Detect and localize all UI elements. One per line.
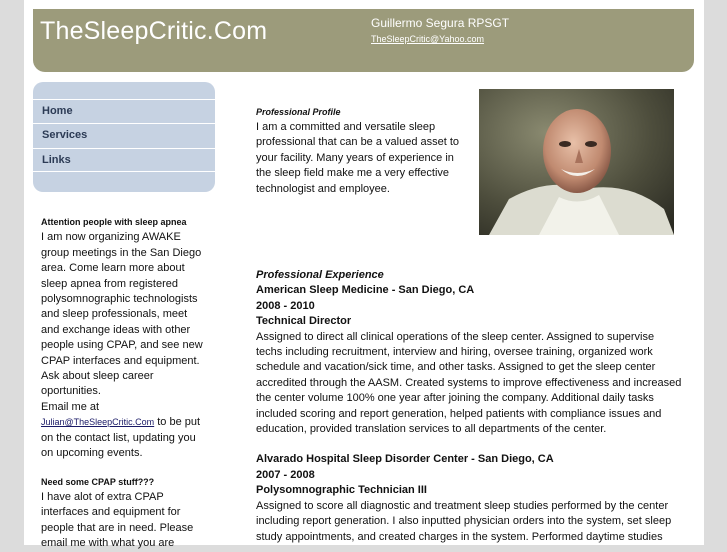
- contact-email-link[interactable]: Julian@TheSleepCritic.Com: [41, 417, 155, 428]
- cpap-heading: Need some CPAP stuff???: [41, 476, 155, 487]
- job-line: Assigned to direct all clinical operations of the sleep center. Assigned to supervise: [256, 330, 655, 343]
- email-suffix: to be put: [154, 416, 201, 429]
- apnea-line: and exchange ideas with other: [41, 323, 191, 336]
- job-line: including report generation. I also inputted physician orders into the system, set sleep: [256, 515, 672, 528]
- job-line: study appointments, and created charges in the system. Performed daytime studies: [256, 530, 663, 543]
- cpap-line: people that are in need. Please: [41, 521, 194, 534]
- job-line: accredited through the AASM. Created systems to improve effectiveness and increased: [256, 376, 682, 389]
- profile-line: I am a committed and versatile sleep: [256, 121, 436, 133]
- sidebar-content: [41, 215, 213, 552]
- nav-item-services[interactable]: Services: [33, 123, 215, 147]
- portrait-image: [479, 89, 674, 235]
- apnea-line: on the contact list, updating you: [41, 431, 196, 444]
- nav-item-links[interactable]: Links: [33, 148, 215, 172]
- apnea-line: on upcoming events.: [41, 447, 143, 460]
- cpap-line: I have alot of extra CPAP: [41, 490, 164, 503]
- apnea-line: sleep apnea from registered: [41, 277, 178, 290]
- side-navigation: [33, 82, 215, 192]
- job-years: 2007 - 2008: [256, 468, 315, 481]
- profile-line: your facility. Many years of experience in: [256, 151, 454, 164]
- profile-line: technologist and employee.: [256, 182, 390, 195]
- apnea-line: Email me at: [41, 400, 100, 413]
- job-line: Assigned to score all diagnostic and treatment sleep studies performed by the center: [256, 499, 669, 512]
- profile-text: [256, 120, 466, 197]
- nav-item-home[interactable]: Home: [33, 99, 215, 123]
- apnea-heading: Attention people with sleep apnea: [41, 217, 187, 227]
- profile-line: professional that can be a valued asset to: [256, 136, 460, 149]
- job-employer: Alvarado Hospital Sleep Disorder Center - San Diego, CA: [256, 453, 554, 466]
- cpap-line: email me with what you are: [41, 537, 175, 550]
- job-line: included scoring and report generation, helped patients with compliance issues and: [256, 407, 662, 420]
- apnea-line: area. Come learn more about: [41, 262, 185, 275]
- job-title: Technical Director: [256, 315, 352, 328]
- job-line: techs including recruitment, interview and hiring, oversee training, organized work: [256, 346, 653, 359]
- job-title: Polysomnographic Technician III: [256, 484, 427, 497]
- apnea-line: Ask about sleep career: [41, 370, 154, 383]
- email-line: [41, 415, 213, 430]
- job-years: 2008 - 2010: [256, 299, 315, 312]
- apnea-line: people using CPAP, and see new: [41, 339, 203, 352]
- apnea-line: polysomnographic technologists: [41, 293, 198, 306]
- job-line: schedule and vacation/sick time, and other tasks. Assigned to get the sleep center: [256, 361, 656, 374]
- profile-photo: [479, 89, 674, 235]
- job-employer: American Sleep Medicine - San Diego, CA: [256, 284, 475, 297]
- profile-line: the sleep field make me a very effective: [256, 167, 450, 180]
- job-line: the center volume 100% one year after joining the company. Additional daily tasks: [256, 392, 654, 405]
- site-header: [33, 9, 694, 72]
- apnea-line: CPAP interfaces and equipment.: [41, 354, 200, 367]
- experience-section: [256, 268, 688, 545]
- site-title[interactable]: TheSleepCritic.Com: [40, 17, 268, 45]
- cpap-line: interfaces and equipment for: [41, 506, 181, 519]
- job-line: education, provided translation services to all departments of the center.: [256, 423, 607, 436]
- owner-email-link[interactable]: TheSleepCritic@Yahoo.com: [371, 34, 485, 44]
- apnea-line: group meetings in the San Diego: [41, 246, 202, 259]
- owner-name: Guillermo Segura RPSGT: [371, 16, 510, 30]
- apnea-line: oportunities.: [41, 385, 101, 398]
- experience-heading: Professional Experience: [256, 269, 384, 281]
- apnea-line: I am now organizing AWAKE: [41, 231, 181, 244]
- apnea-line: and sleep professionals, meet: [41, 308, 188, 321]
- profile-heading: Professional Profile: [256, 107, 341, 117]
